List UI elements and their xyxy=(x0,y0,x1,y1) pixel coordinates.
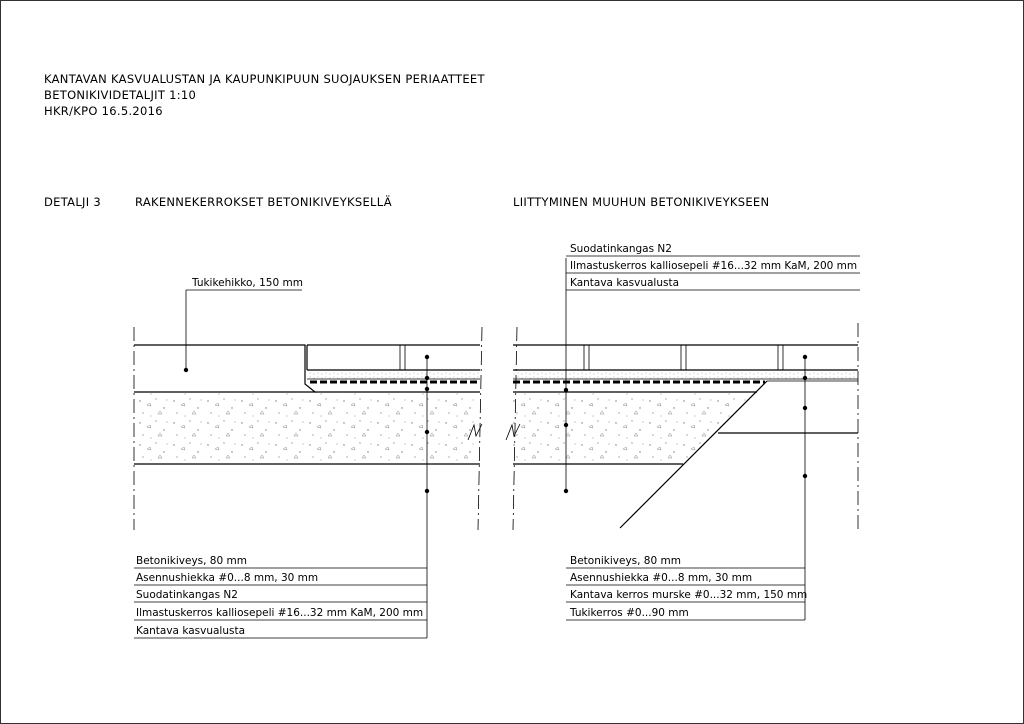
sheet-reference: HKR/KPO 16.5.2016 xyxy=(44,104,163,118)
right-heading: LIITTYMINEN MUUHUN BETONIKIVEYKSEEN xyxy=(513,195,770,209)
left-layer-label: Asennushiekka #0...8 mm, 30 mm xyxy=(136,572,319,584)
right-paver-joint xyxy=(584,345,589,370)
left-sand-layer xyxy=(307,370,479,380)
left-layer-table xyxy=(134,555,427,638)
right-top-layer-label: Kantava kasvualusta xyxy=(570,277,680,289)
left-layer-label: Kantava kasvualusta xyxy=(136,625,246,637)
right-layer-label: Asennushiekka #0...8 mm, 30 mm xyxy=(570,572,753,584)
right-section xyxy=(506,243,860,620)
right-top-layer-label: Suodatinkangas N2 xyxy=(570,243,672,255)
left-heading: RAKENNEKERROKSET BETONIKIVEYKSELLÄ xyxy=(135,195,392,209)
sheet-title: KANTAVAN KASVUALUSTAN JA KAUPUNKIPUUN SUOJAUKSEN PERIAATTEET xyxy=(44,72,485,86)
sheet-subtitle: BETONIKIVIDETALJIT 1:10 xyxy=(44,88,197,102)
left-section xyxy=(134,277,482,638)
left-layer-label: Betonikiveys, 80 mm xyxy=(136,555,247,567)
detail-number: DETALJI 3 xyxy=(44,195,101,209)
right-layer-label: Betonikiveys, 80 mm xyxy=(570,555,681,567)
right-layer-label: Kantava kerros murske #0...32 mm, 150 mm xyxy=(570,589,808,601)
right-top-layer-table xyxy=(566,243,860,290)
right-layer-label: Tukikerros #0...90 mm xyxy=(570,607,689,619)
left-support-frame xyxy=(134,345,315,392)
left-layer-label: Ilmastuskerros kalliosepeli #16...32 mm KaM, 200 mm xyxy=(136,607,424,619)
left-support-callout: Tukikehikko, 150 mm xyxy=(192,277,303,289)
right-layer-table xyxy=(566,555,807,620)
left-layer-label: Suodatinkangas N2 xyxy=(136,589,238,601)
left-paver-joint xyxy=(400,345,405,370)
right-top-layer-label: Ilmastuskerros kalliosepeli #16...32 mm KaM, 200 mm xyxy=(570,260,858,272)
